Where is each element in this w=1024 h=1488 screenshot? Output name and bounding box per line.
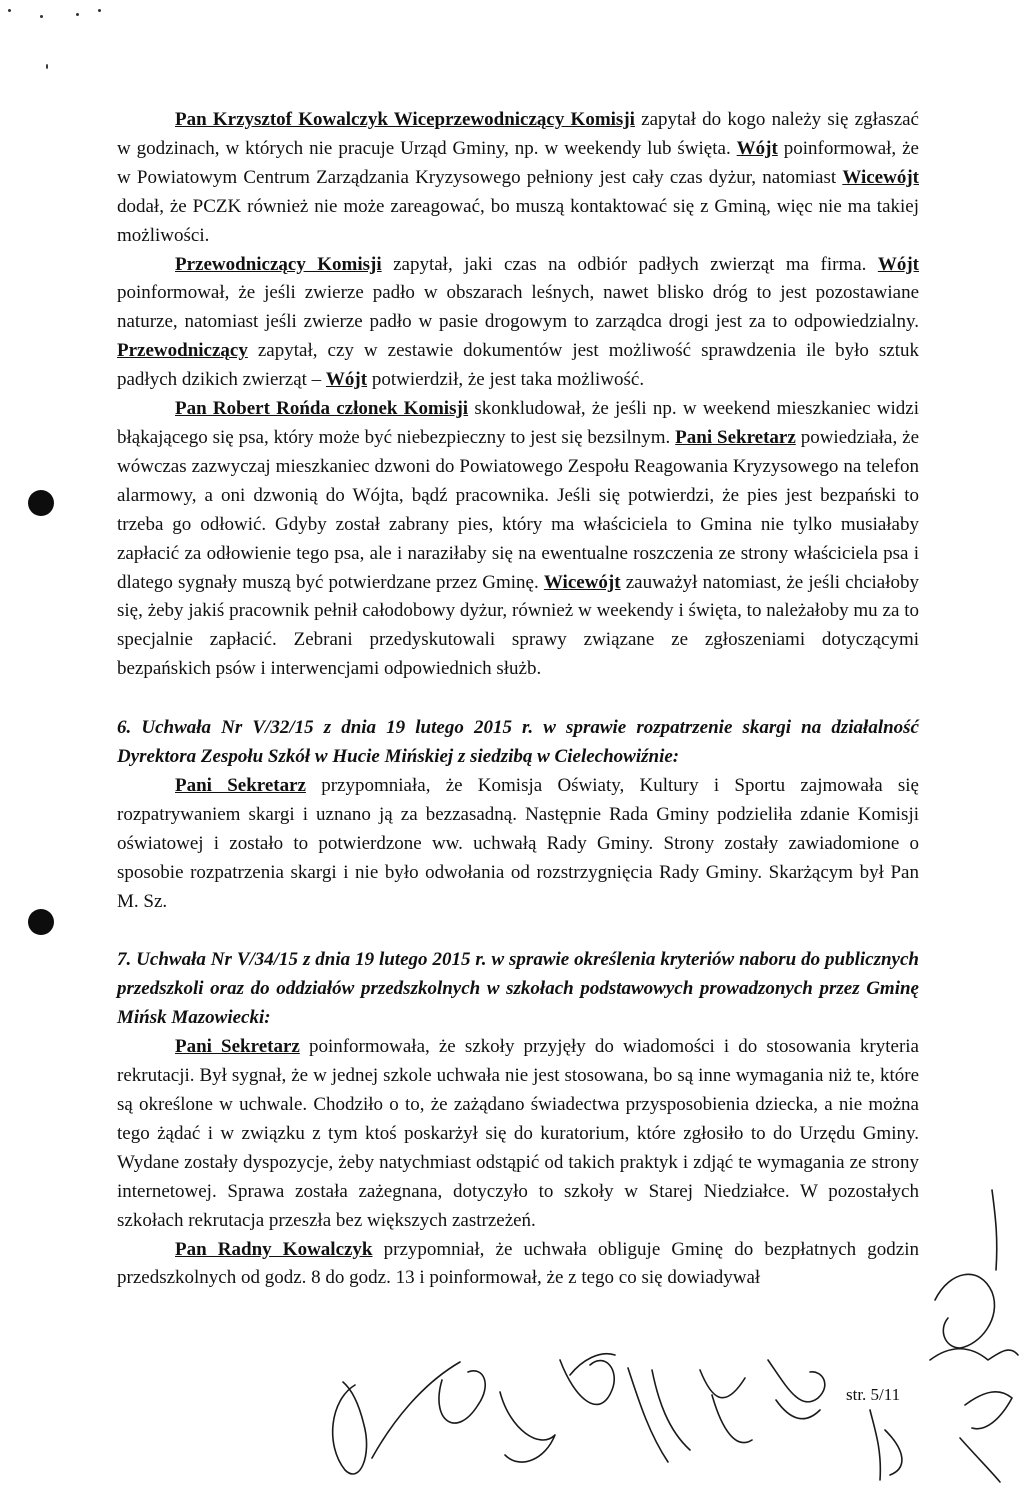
- signature-mark: [965, 1392, 1012, 1429]
- signature-mark: [960, 1438, 1000, 1482]
- text-run: przypomniał, że uchwała obliguje Gminę do bezpłatnych godzin przedszkolnych od godz. 8 do godz. 13 i poinformował, że z tego co się dowiadywał: [117, 1238, 919, 1289]
- speaker: Pan Radny Kowalczyk: [175, 1238, 373, 1260]
- speaker: Pani Sekretarz: [675, 426, 796, 448]
- speaker: Przewodniczący Komisji: [175, 253, 382, 275]
- text-run: zapytał, jaki czas na odbiór padłych zwierząt ma firma.: [381, 253, 878, 275]
- text-run: zapytał, czy w zestawie dokumentów jest możliwość sprawdzenia ile było sztuk padłych dzikich zwierząt –: [117, 340, 919, 391]
- text-run: potwierdził, że jest taka możliwość.: [367, 369, 645, 391]
- signature-mark: [935, 1274, 994, 1348]
- text-run: dodał, że PCZK również nie może zareagować, bo muszą kontaktować się z Gminą, więc nie ma takiej możliwości.: [117, 195, 919, 246]
- speaker: Pani Sekretarz: [175, 774, 306, 796]
- text-run: zapytał do kogo należy się zgłaszać w godzinach, w których nie pracuje Urząd Gminy, np. w weekendy lub święta.: [117, 109, 919, 159]
- speaker: Wójt: [736, 137, 778, 159]
- page-number: str. 5/11: [846, 1385, 901, 1404]
- speaker: Pani Sekretarz: [175, 1036, 300, 1058]
- signature-mark: [628, 1368, 690, 1462]
- signature-mark: [372, 1362, 485, 1458]
- text-run: poinformowała, że szkoły przyjęły do wiadomości i do stosowania kryteria rekrutacji. Był sygnał, że w jednej szkole uchwała nie jest stosowana, bo są inne wymagania niż te, które są określone w uchwale. Chodziło o to, że zażądano świadectwa przysposobienia dziecka, a nie można tego żądać i w związku z tym ktoś poskarżył się do kuratorium, które zgłosiło to do Urzędu Gminy. Wydane zostały dyspozycje, żeby natychmiast odstąpić od takich praktyk i zdjąć te wymagania ze strony internetowej. Sprawa została zażegnana, dotyczyło to szkoły w Starej Niedziałce. W pozostałych szkołach rekrutacja przeszła bez większych zastrzeżeń.: [117, 1036, 919, 1231]
- text-run: poinformował, że jeśli zwierze padło w obszarach leśnych, nawet blisko dróg to jest pozostawiane naturze, natomiast jeśli zwierze padło w pasie drogowym to zarządca drogi jest za to odpowiedzialny.: [117, 282, 919, 333]
- section-heading-7: 7. Uchwała Nr V/34/15 z dnia 19 lutego 2015 r. w sprawie określenia kryteriów naboru do publicznych przedszkoli oraz do oddziałów przedszkolnych w szkołach podstawowych prowadzonych przez Gminę Mińsk Mazowiecki:: [117, 949, 919, 1029]
- text-run: powiedziała, że wówczas zazwyczaj mieszkaniec dzwoni do Powiatowego Zespołu Reagowania Kryzysowego na telefon alarmowy, a oni dzwonią do Wójta, bądź pracownika. Jeśli się potwierdzi, że pies jest bezpański to trzeba go odłowić. Gdyby został zabrany pies, który ma właściciela to Gmina nie tylko musiałaby zapłacić za odłowienie tego psa, ale i naraziłaby się na ewentualne roszczenia ze strony właściciela psa i dlatego sygnały muszą być potwierdzane przez Gminę.: [117, 426, 919, 593]
- signature-mark: [700, 1370, 752, 1443]
- text-run: zauważył natomiast, że jeśli chciałoby się, żeby jakiś pracownik pełnił całodobowy dyżur, również w weekendy i święta, to należałoby mu za to specjalnie zapłacić. Zebrani przedyskutowali sprawy związane ze zgłoszeniami dotyczącymi bezpańskich psów i interwencjami odpowiednich służb.: [117, 571, 919, 680]
- speaker: Wicewójt: [842, 166, 919, 188]
- text-run: skonkludował, że jeśli np. w weekend mieszkaniec widzi błąkającego się psa, który może być niebezpieczny to jest się bezsilnym.: [117, 398, 919, 448]
- speaker: Pan Krzysztof Kowalczyk Wiceprzewodniczący Komisji: [175, 109, 635, 130]
- speaker: Przewodniczący: [117, 340, 248, 362]
- text-run: poinformował, że w Powiatowym Centrum Zarządzania Kryzysowego pełniony jest cały czas dyżur, natomiast: [117, 137, 919, 188]
- speaker: Wicewójt: [543, 571, 621, 593]
- section-heading-6: 6. Uchwała Nr V/32/15 z dnia 19 lutego 2015 r. w sprawie rozpatrzenie skargi na działalność Dyrektora Zespołu Szkół w Hucie Mińskiej z siedzibą w Cielechowiźnie:: [117, 717, 919, 768]
- signature-mark: [500, 1392, 555, 1462]
- signature-mark: [768, 1360, 825, 1419]
- speaker: Wójt: [325, 369, 368, 391]
- speaker: Pan Robert Rońda członek Komisji: [175, 398, 469, 420]
- speaker: Wójt: [877, 253, 919, 275]
- signature-mark: [560, 1354, 615, 1405]
- signature-mark: [333, 1382, 367, 1474]
- signature-mark: [992, 1190, 997, 1270]
- signature-mark: [930, 1349, 1018, 1360]
- text-run: przypomniała, że Komisja Oświaty, Kultury i Sportu zajmowała się rozpatrywaniem skargi i uznano ją za bezzasadną. Następnie Rada Gminy podzieliła zdanie Komisji oświatowej i zostało to potwierdzone ww. uchwałą Rady Gminy. Strony zostały zawiadomione o sposobie rozpatrzenia skargi i nie było odwołania od rozstrzygnięcia Rady Gminy. Skarżącym był Pan M. Sz.: [117, 774, 919, 912]
- signature-mark: [870, 1410, 902, 1480]
